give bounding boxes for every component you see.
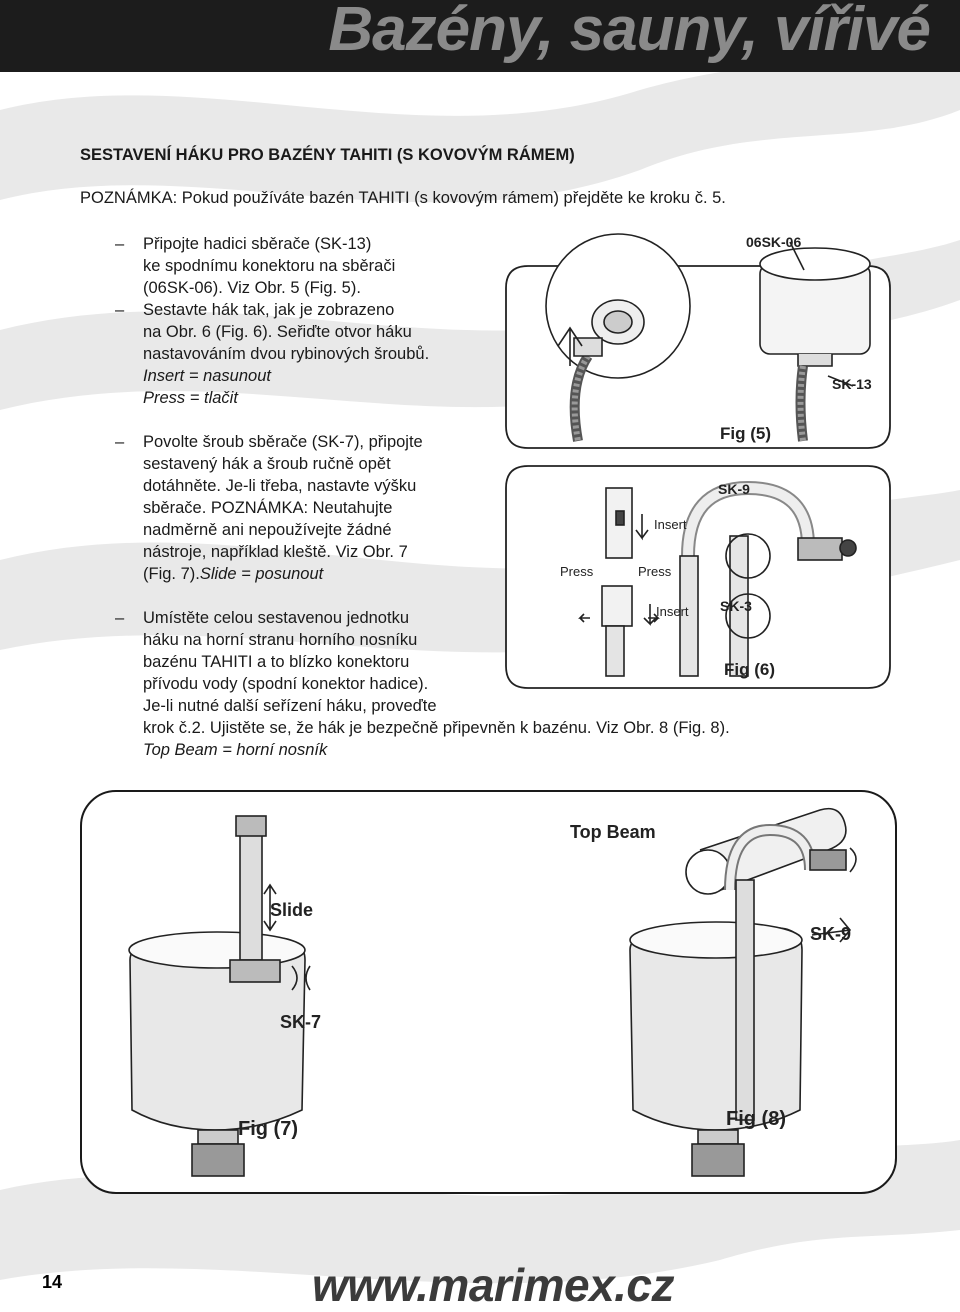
section-heading: SESTAVENÍ HÁKU PRO BAZÉNY TAHITI (S KOVOVÝM RÁMEM): [80, 146, 575, 164]
figure-7-8: [80, 790, 895, 1192]
footer-url[interactable]: www.marimex.cz: [312, 1259, 675, 1311]
label-sk9-bottom: SK-9: [810, 924, 852, 944]
section-note: POZNÁMKA: Pokud používáte bazén TAHITI (s kovovým rámem) přejděte ke kroku č. 5.: [80, 189, 726, 207]
label-press-1: Press: [560, 564, 594, 579]
figure-7-8-drawing: [80, 790, 895, 1192]
label-fig5: Fig (5): [720, 424, 771, 443]
label-insert-1: Insert: [654, 517, 687, 532]
figure-5-6-drawing: [498, 226, 894, 690]
label-sk3: SK-3: [720, 598, 752, 614]
step-1: – Připojte hadici sběrače (SK-13) ke spodnímu konektoru na sběrači (06SK-06). Viz Obr. 5 (Fig. 5).: [115, 235, 396, 297]
label-slide: Slide: [270, 900, 314, 920]
header-title: Bazény, sauny, vířivé: [328, 0, 930, 64]
label-sk7: SK-7: [280, 1012, 322, 1032]
page-number: 14: [42, 1272, 63, 1292]
label-06sk06: 06SK-06: [746, 234, 802, 250]
label-fig6: Fig (6): [724, 660, 775, 679]
step-3: – Povolte šroub sběrače (SK-7), připojte sestavený hák a šroub ručně opět dotáhněte. Je-li třeba, nastavte výšku sběrače. POZNÁMKA: Neutahujte nadměrně ani nepoužívejte žádné nástroje, například kleště. Viz Obr. 7 (Fig. 7).Slide = posunout: [115, 433, 423, 583]
label-sk9-top: SK-9: [718, 481, 750, 497]
label-press-2: Press: [638, 564, 672, 579]
label-sk13: SK-13: [832, 376, 872, 392]
label-insert-2: Insert: [656, 604, 689, 619]
step-4: – Umístěte celou sestavenou jednotku háku na horní stranu horního nosníku bazénu TAHITI a to blízko konektoru přívodu vody (spodní konektor hadice). Je-li nutné další seřízení háku, proveďte krok č.2. Ujistěte se, že hák je bezpečně připevněn k bazénu. Viz Obr. 8 (Fig. 8). Top Beam = horní nosník: [115, 609, 730, 759]
step-2: – Sestavte hák tak, jak je zobrazeno na Obr. 6 (Fig. 6). Seřiďte otvor háku nastavováním dvou rybinových šroubů. Insert = nasunout Press = tlačit: [115, 301, 430, 407]
label-top-beam: Top Beam: [570, 822, 656, 842]
label-fig7: Fig (7): [238, 1118, 298, 1140]
label-fig8: Fig (8): [726, 1108, 786, 1130]
figure-5-6: [498, 226, 894, 690]
